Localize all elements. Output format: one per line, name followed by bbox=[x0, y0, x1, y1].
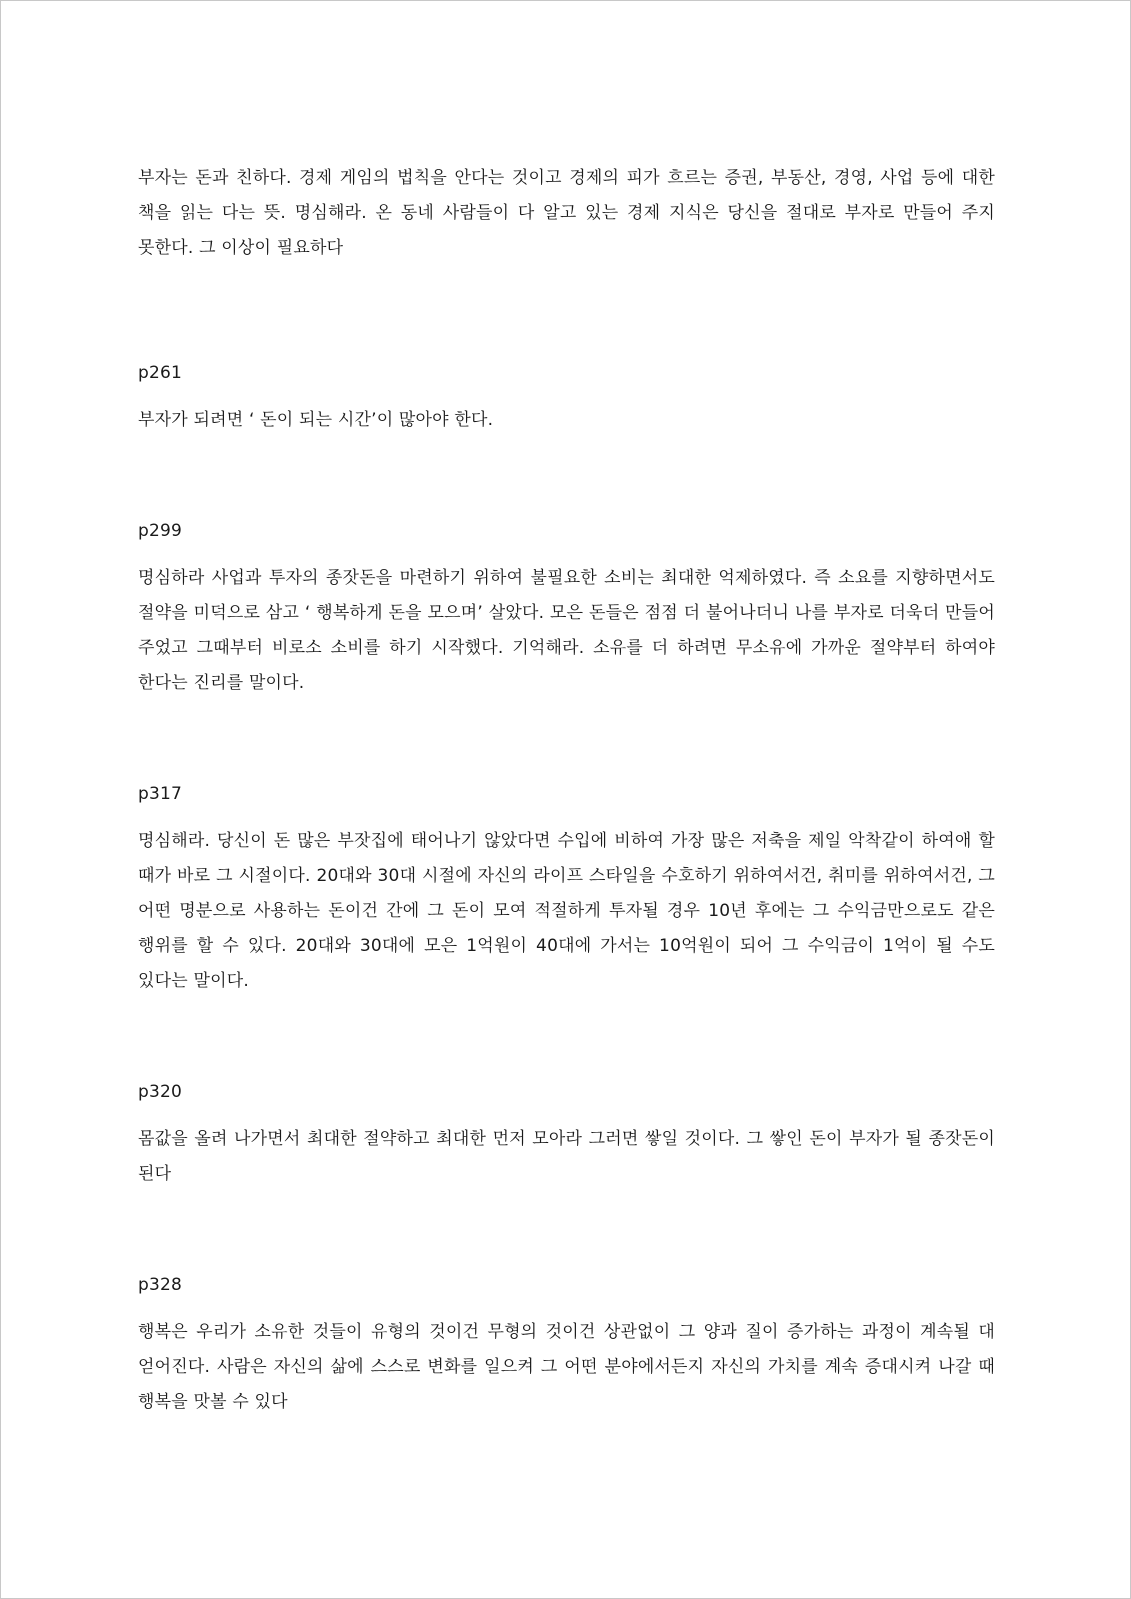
page-ref-p299: p299 bbox=[138, 521, 183, 541]
paragraph-p261: 부자가 되려면 ‘ 돈이 되는 시간’이 많아야 한다. bbox=[138, 410, 494, 430]
spacer bbox=[138, 391, 995, 403]
spacer bbox=[138, 266, 995, 356]
paragraph-p328: 행복은 우리가 소유한 것들이 유형의 것이건 무형의 것이건 상관없이 그 양과 질이 증가하는 과정이 계속될 대 얻어진다. 사람은 자신의 삶에 스스로 변화를 일으켜 그 어떤 분야에서든지 자신의 가치를 계속 증대시켜 나갈 때 행복을 맛볼 수 있다 bbox=[138, 1322, 995, 1412]
spacer bbox=[138, 812, 995, 824]
page-ref-p320: p320 bbox=[138, 1082, 183, 1102]
spacer bbox=[138, 1192, 995, 1268]
page-ref-p261: p261 bbox=[138, 363, 183, 383]
spacer bbox=[138, 438, 995, 514]
spacer bbox=[138, 701, 995, 777]
paragraph-intro: 부자는 돈과 친하다. 경제 게임의 법칙을 안다는 것이고 경제의 피가 흐르는 증권, 부동산, 경영, 사업 등에 대한 책을 읽는 다는 뜻. 명심해라. 온 동네 사람들이 다 알고 있는 경제 지식은 당신을 절대로 부자로 만들어 주지 못한다. 그 이상이 필요하다 bbox=[138, 168, 995, 258]
spacer bbox=[138, 549, 995, 561]
spacer bbox=[138, 1303, 995, 1315]
document-body bbox=[138, 161, 995, 1420]
paragraph-p299: 명심하라 사업과 투자의 종잣돈을 마련하기 위하여 불필요한 소비는 최대한 억제하였다. 즉 소요를 지향하면서도 절약을 미덕으로 삼고 ‘ 행복하게 돈을 모으며’ 살았다. 모은 돈들은 점점 더 불어나더니 나를 부자로 더욱더 만들어 주었고 그때부터 비로소 소비를 하기 시작했다. 기억해라. 소유를 더 하려면 무소유에 가까운 절약부터 하여야 한다는 진리를 말이다. bbox=[138, 568, 995, 693]
paragraph-p320: 몸값을 올려 나가면서 최대한 절약하고 최대한 먼저 모아라 그러면 쌓일 것이다. 그 쌓인 돈이 부자가 될 종잣돈이 된다 bbox=[138, 1129, 995, 1184]
paragraph-p317: 명심해라. 당신이 돈 많은 부잣집에 태어나기 않았다면 수입에 비하여 가장 많은 저축을 제일 악착같이 하여애 할 때가 바로 그 시절이다. 20대와 30대 시절에 자신의 라이프 스타일을 수호하기 위하여서건, 취미를 위하여서건, 그 어떤 명분으로 사용하는 돈이건 간에 그 돈이 모여 적절하게 투자될 경우 10년 후에는 그 수익금만으로도 같은 행위를 할 수 있다. 20대와 30대에 모은 1억원이 40대에 가서는 10억원이 되어 그 수익금이 1억이 될 수도 있다는 말이다. bbox=[138, 831, 995, 991]
page-ref-p328: p328 bbox=[138, 1275, 183, 1295]
spacer bbox=[138, 1110, 995, 1122]
page-ref-p317: p317 bbox=[138, 784, 183, 804]
spacer bbox=[138, 999, 995, 1075]
